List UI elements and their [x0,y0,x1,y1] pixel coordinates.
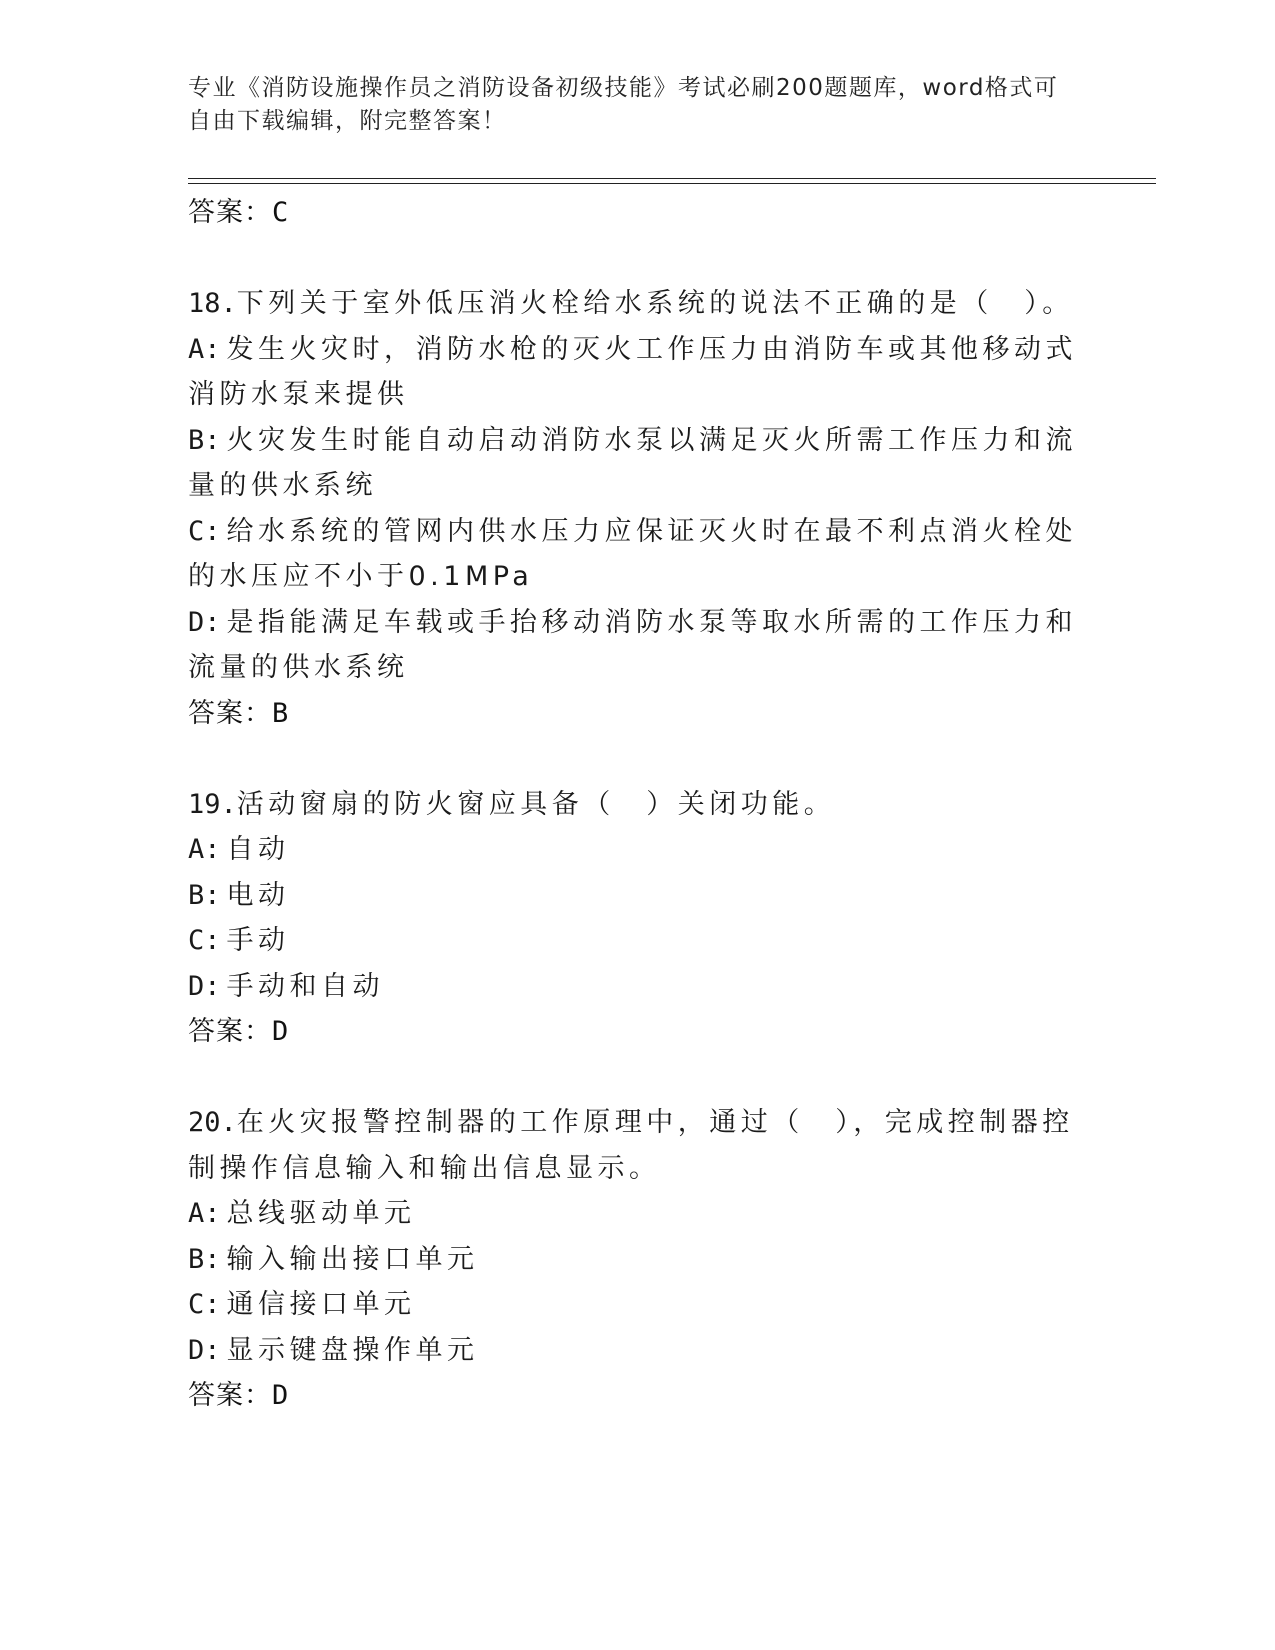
option-text: 是指能满足车载或手抬移动消防水泵等取水所需的工作压力和流量的供水系统 [188,606,1078,683]
option-a [188,1191,1088,1237]
question-text: 在火灾报警控制器的工作原理中，通过（ ），完成控制器控制操作信息输入和输出信息显示。 [188,1107,1074,1184]
answer-prefix: 答案： [188,697,272,729]
option-text: 电动 [226,879,290,911]
question-number: 18. [188,288,237,319]
document-header [188,72,1068,138]
answer-value: D [272,1016,290,1047]
option-label: B: [188,1243,221,1275]
option-d [188,964,1088,1010]
option-label: C: [188,1289,221,1320]
option-label: C: [188,515,221,547]
option-text: 总线驱动单元 [226,1198,416,1229]
header-title-line-2: 自由下载编辑，附完整答案！ [188,108,507,134]
option-text: 通信接口单元 [226,1289,416,1320]
option-text: 火灾发生时能自动启动消防水泵以满足灭火所需工作压力和流量的供水系统 [188,424,1078,501]
option-a [188,827,1088,873]
question-18 [188,281,1088,736]
option-text: 自动 [226,834,290,865]
option-label: C: [188,925,221,956]
option-d [188,1328,1088,1374]
answer-line [188,1373,1088,1418]
header-title-line-1: 专业《消防设施操作员之消防设备初级技能》考试必刷200题题库，word格式可 [188,75,1059,101]
option-label: B: [188,879,221,911]
option-a [188,327,1088,418]
option-b [188,418,1088,509]
option-d [188,600,1088,691]
question-list [188,190,1088,1418]
answer-prefix: 答案： [188,197,272,228]
option-text: 输入输出接口单元 [226,1243,479,1275]
option-c [188,1282,1088,1328]
option-text: 手动和自动 [226,970,385,1002]
option-c [188,918,1088,964]
option-label: D: [188,970,221,1002]
question-number: 19. [188,788,237,820]
option-text: 发生火灾时，消防水枪的灭火工作压力由消防车或其他移动式消防水泵来提供 [188,333,1078,410]
question-stem [188,782,1088,828]
answer-line [188,691,1088,736]
answer-prefix: 答案： [188,1380,272,1411]
option-b [188,873,1088,919]
question-text: 下列关于室外低压消火栓给水系统的说法不正确的是（ ）。 [236,288,1074,319]
option-label: A: [188,1198,221,1229]
answer-line [188,190,1088,235]
option-text: 显示键盘操作单元 [226,1334,479,1366]
question-number: 20. [188,1107,237,1138]
answer-value: D [272,1380,290,1411]
answer-prefix: 答案： [188,1016,272,1047]
option-b [188,1237,1088,1283]
header-divider-bottom [188,183,1156,184]
answer-value: B [272,697,290,729]
question-text: 活动窗扇的防火窗应具备（ ）关闭功能。 [236,788,836,820]
question-19 [188,782,1088,1055]
option-label: A: [188,333,221,365]
option-text: 手动 [226,925,290,956]
answer-line [188,1009,1088,1054]
question-20 [188,1100,1088,1418]
option-c [188,509,1088,600]
option-label: A: [188,834,221,865]
header-divider-top [188,178,1156,179]
option-label: B: [188,424,221,456]
question-stem [188,1100,1088,1191]
answer-value: C [272,197,290,228]
option-label: D: [188,606,221,638]
option-label: D: [188,1334,221,1366]
question-stem [188,281,1088,327]
option-text: 给水系统的管网内供水压力应保证灭火时在最不利点消火栓处的水压应不小于0.1MPa [188,515,1078,592]
